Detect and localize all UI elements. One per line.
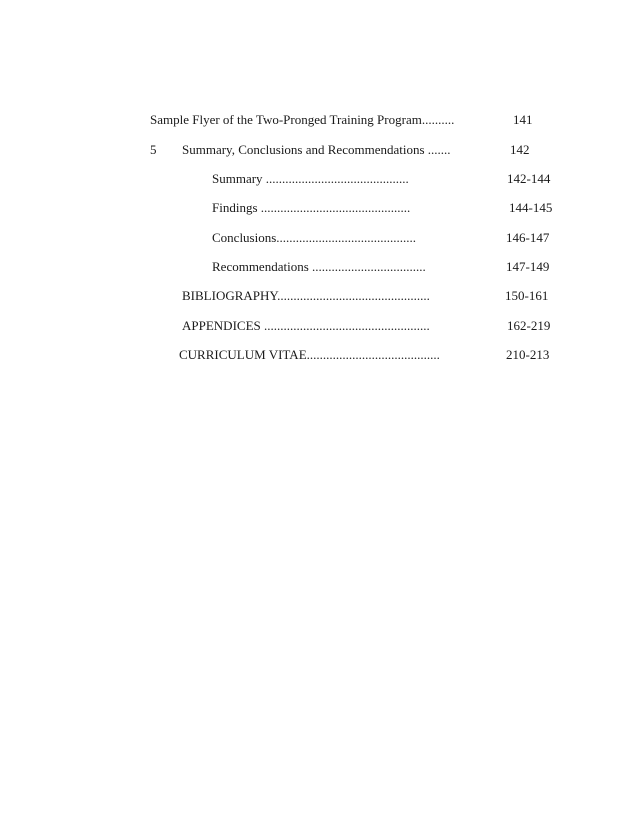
toc-entry-summary	[212, 171, 409, 187]
toc-entry-conclusions	[212, 230, 416, 246]
toc-entry-text: APPENDICES ...................................................	[182, 318, 430, 333]
toc-entry-page	[509, 200, 552, 216]
toc-entry-appendices	[182, 318, 430, 334]
page-number: 144-145	[509, 200, 553, 215]
toc-entry-page	[513, 112, 533, 128]
chapter-number	[150, 142, 157, 158]
toc-entry-text: Sample Flyer of the Two-Pronged Training Program..........	[150, 112, 455, 127]
page-number: 142	[510, 142, 530, 157]
toc-entry-text: Findings ..............................................	[212, 200, 411, 215]
toc-entry-page	[507, 318, 550, 334]
page-number: 142-144	[507, 171, 551, 186]
page-number: 141	[513, 112, 533, 127]
toc-entry-sample-flyer	[150, 112, 454, 128]
toc-entry-text: BIBLIOGRAPHY...............................................	[182, 288, 430, 303]
toc-entry-chapter-5	[182, 142, 451, 158]
page-number: 210-213	[506, 347, 550, 362]
page-number: 150-161	[505, 288, 549, 303]
toc-entry-page	[506, 347, 549, 363]
toc-entry-page	[507, 171, 550, 187]
toc-entry-bibliography	[182, 288, 430, 304]
toc-entry-recommendations	[212, 259, 426, 275]
toc-entry-text: Conclusions...........................................	[212, 230, 417, 245]
toc-entry-text: CURRICULUM VITAE.........................................	[179, 347, 440, 362]
toc-entry-curriculum-vitae	[179, 347, 440, 363]
page-number: 146-147	[506, 230, 550, 245]
page-number: 147-149	[506, 259, 550, 274]
toc-entry-page	[506, 259, 549, 275]
toc-entry-text: Summary ............................................	[212, 171, 409, 186]
page-number: 162-219	[507, 318, 551, 333]
toc-entry-text: Summary, Conclusions and Recommendations .......	[182, 142, 451, 157]
toc-entry-findings	[212, 200, 410, 216]
toc-entry-page	[506, 230, 549, 246]
chapter-number-text: 5	[150, 142, 157, 157]
toc-entry-page	[510, 142, 530, 158]
toc-entry-page	[505, 288, 548, 304]
toc-entry-text: Recommendations ...................................	[212, 259, 426, 274]
